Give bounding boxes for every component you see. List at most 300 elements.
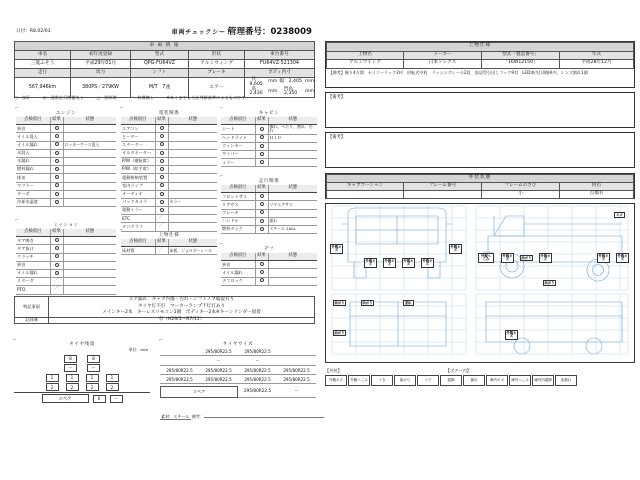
tire-material-label: 素材：スチール	[161, 414, 190, 419]
check-row	[221, 134, 317, 142]
tire-cell: 2	[66, 383, 79, 391]
check-item-name: 水混入	[16, 149, 50, 157]
check-state	[63, 286, 116, 294]
col-power: 馬力	[71, 69, 131, 78]
check-row	[221, 209, 317, 217]
col-state: 状態	[268, 185, 317, 193]
check-result	[50, 261, 63, 269]
check-row	[16, 166, 116, 174]
result-circle-icon	[160, 126, 164, 130]
check-item-name: ブレーキ	[221, 209, 255, 217]
check-result	[50, 149, 63, 157]
col-body-name: 上物名	[327, 51, 404, 60]
result-slash-icon: ／	[158, 214, 164, 221]
tire-size-cell: 295/80R22.5	[238, 375, 277, 384]
col-result: 結果	[255, 117, 268, 125]
section-marker-icon: ⌐	[13, 337, 17, 342]
vehicle-info-table	[14, 41, 315, 98]
section-mission-title: ミッション	[53, 223, 79, 228]
check-result	[255, 209, 268, 217]
check-result	[255, 142, 268, 150]
check-result	[50, 182, 63, 190]
special-note-line-0: エア漏れ キャブ内傷・汚れ・シフトノブ亀裂有り	[128, 297, 235, 302]
check-result	[155, 190, 168, 198]
check-result	[50, 125, 63, 133]
check-state	[168, 141, 217, 149]
result-circle-icon	[260, 227, 264, 231]
tire-row-spare	[14, 394, 150, 403]
body-spec-check-table	[121, 239, 217, 256]
tire-size-cell	[160, 347, 199, 356]
check-state	[63, 237, 116, 245]
cabin-check-table	[221, 117, 317, 168]
check-result	[255, 217, 268, 225]
annotation-exterior-scratch: 外観キズ	[422, 258, 433, 266]
col-body-year: 年式	[560, 51, 634, 60]
check-result	[155, 149, 168, 157]
legend-cell: マで	[417, 375, 439, 386]
col-frame-rust: フレームのさび	[482, 183, 560, 191]
check-state	[63, 157, 116, 165]
check-item-name: 室内ランプ	[121, 182, 155, 190]
remark-box-1	[325, 92, 635, 128]
result-circle-icon	[260, 135, 264, 139]
exterior-value-row	[327, 191, 634, 199]
check-item-name: 燃料タンク	[221, 225, 255, 233]
tire-size-cell: 295/80R22.5	[238, 366, 277, 375]
value-cab-caution	[327, 191, 404, 199]
tire-size-title: タイヤサイズ	[222, 342, 254, 347]
sheet-header	[0, 26, 640, 42]
result-circle-icon	[260, 127, 264, 131]
annotation-exterior-scratch: 外観キズ	[403, 258, 414, 266]
body-spec-value-row	[327, 60, 634, 69]
result-circle-icon	[55, 175, 59, 179]
section-marker-icon: ⌐	[220, 240, 224, 246]
col-body-model: 型式「製造番号」	[482, 51, 560, 60]
tire-residual-title: タイヤ残量	[69, 342, 95, 347]
body-spec-header-row	[327, 51, 634, 60]
body-spec-remark-row	[327, 68, 634, 77]
result-circle-icon	[160, 208, 164, 212]
check-row	[16, 182, 116, 190]
col-check-item: 点検項目	[16, 229, 50, 237]
legend-cell: 外観 キズ	[325, 375, 347, 386]
result-circle-icon	[260, 210, 264, 214]
check-item-name: ギア抜け	[16, 245, 50, 253]
check-item-name: 床材質	[121, 247, 155, 255]
value-body-year: 平成28年12月	[560, 60, 634, 69]
check-item-name: ギア鳴き	[16, 237, 50, 245]
check-state	[63, 166, 116, 174]
dim-gate-height-unit: mm	[305, 89, 314, 95]
check-state	[63, 133, 116, 141]
check-item-name: 電動格納装置	[121, 174, 155, 182]
check-state	[168, 149, 217, 157]
special-notes-label: 特記事項	[15, 297, 49, 318]
check-row	[16, 253, 116, 261]
col-check-item: 点検項目	[16, 117, 50, 125]
tire-residual-unit: 単位：mm	[128, 347, 148, 352]
section-marker-icon: ⌐	[15, 216, 19, 222]
vehicle-info-band: 車 両 情 報	[15, 42, 315, 51]
result-slash-icon: ／	[53, 285, 59, 292]
vehicle-info-header-row-2	[15, 69, 315, 78]
check-result	[155, 198, 168, 206]
tire-spare-label: スペア	[42, 394, 89, 403]
value-right: 点傷有	[560, 191, 634, 199]
tire-remark-label: 備考：	[191, 414, 205, 419]
annotation-exterior-scratch: 外観キズ	[598, 253, 609, 261]
check-result	[50, 286, 63, 294]
tire-cell: 2	[46, 383, 59, 391]
check-item-name: 異音	[221, 261, 255, 269]
legend-cell: 割れ	[463, 375, 485, 386]
section-running	[220, 172, 317, 234]
check-item-name: 冷却水温度	[16, 198, 50, 206]
tire-cell: 2	[106, 383, 119, 391]
check-state: カラー	[168, 198, 217, 206]
section-diff	[220, 240, 317, 286]
check-row	[121, 166, 217, 174]
check-result	[155, 166, 168, 174]
section-cabin	[220, 104, 317, 167]
check-item-name: 電動ミラー	[121, 207, 155, 215]
annotation-exterior-dent: 外観へこみ	[478, 253, 494, 263]
record-book-row	[15, 317, 315, 323]
check-state	[63, 253, 116, 261]
check-row	[121, 190, 217, 198]
check-item-name: PTO	[16, 286, 50, 294]
check-item-name: ETC	[121, 215, 155, 223]
check-result	[155, 223, 168, 231]
check-result	[155, 174, 168, 182]
annotation-exterior-scratch: 外観キズ	[384, 258, 395, 266]
check-header-row	[16, 117, 116, 125]
annotation-scratch: キズ	[614, 212, 625, 218]
result-circle-icon	[55, 134, 59, 138]
tire-spare-cell: 0	[93, 395, 106, 403]
check-state	[63, 245, 116, 253]
check-item-name: 燃料漏れ	[16, 166, 50, 174]
check-state: ＨＩＤ	[268, 134, 317, 142]
vehicle-diagram-upper	[325, 203, 635, 363]
check-row	[16, 278, 116, 286]
tire-row-second	[14, 364, 150, 372]
record-book-label: 記録簿	[15, 317, 49, 323]
result-circle-icon	[260, 219, 264, 223]
legend-cells	[325, 375, 635, 386]
tire-spare-cell: ー	[110, 395, 123, 403]
check-row	[16, 133, 116, 141]
check-state	[63, 269, 116, 277]
exterior-band: 外装状態	[327, 175, 634, 183]
check-item-name: 異音	[16, 261, 50, 269]
check-result	[50, 245, 63, 253]
check-row	[121, 215, 217, 223]
col-check-item: 点検項目	[121, 117, 155, 125]
check-result	[50, 174, 63, 182]
check-state	[168, 207, 217, 215]
tire-remark-blank	[204, 417, 324, 418]
check-item-name: リアサス	[221, 201, 255, 209]
tire-material-note	[160, 414, 324, 420]
result-slash-icon: ／	[53, 277, 59, 284]
check-row	[221, 269, 317, 277]
check-row	[221, 193, 317, 201]
col-body-dim: ボディ内寸	[245, 69, 315, 78]
section-running-title: 走行関係	[258, 179, 280, 184]
check-result	[255, 134, 268, 142]
result-circle-icon	[160, 167, 164, 171]
section-electrical	[120, 104, 217, 232]
check-item-name: エアコン	[121, 125, 155, 133]
col-first-reg: 初年度登録	[71, 51, 131, 60]
col-maker: メーカー	[404, 51, 482, 60]
legend-cell: 腐蝕	[440, 375, 462, 386]
check-state	[168, 182, 217, 190]
annotation-exterior-scratch: 外観キズ	[617, 253, 628, 261]
col-right: 何右	[560, 183, 634, 191]
dim-height-unit: mm	[268, 89, 278, 95]
remark-box-2-label: 【備考】	[328, 135, 346, 140]
check-header-row	[221, 185, 317, 193]
check-state	[63, 174, 116, 182]
check-state	[168, 157, 217, 165]
annotation-exterior-scratch: 外観キズ	[450, 244, 461, 252]
col-model: 型式	[131, 51, 189, 60]
check-result	[155, 141, 168, 149]
section-electrical-title: 電装関係	[158, 111, 180, 116]
section-marker-icon: ⌐	[15, 104, 19, 110]
tire-size-cell: ー	[199, 356, 238, 366]
check-item-name: ヘッドライト	[221, 134, 255, 142]
result-circle-icon	[260, 160, 264, 164]
check-row	[221, 159, 317, 167]
check-item-name: P/W（運転席）	[121, 157, 155, 165]
body-spec-table	[325, 41, 635, 88]
check-row	[121, 157, 217, 165]
result-circle-icon	[55, 263, 59, 267]
check-item-name: オーディオ	[121, 190, 155, 198]
result-circle-icon	[55, 151, 59, 155]
check-row	[121, 207, 217, 215]
check-row	[16, 245, 116, 253]
check-row	[221, 217, 317, 225]
check-item-name: ターボ	[16, 190, 50, 198]
check-row	[16, 149, 116, 157]
legend-item-4: ※あくまでも当社判断基準によるものです	[166, 95, 246, 100]
check-state: 床板、ジョロダーレール	[168, 247, 217, 255]
col-state: 状態	[168, 239, 217, 247]
section-marker-icon: ⌐	[120, 226, 124, 232]
diff-check-table	[221, 253, 317, 286]
check-row	[221, 142, 317, 150]
mission-check-table	[16, 229, 116, 295]
legend-body-label: 【ボデー内】	[445, 368, 471, 373]
check-item-name: P/W（助手席）	[121, 166, 155, 174]
annotation-exterior-scratch: 外観キズ	[365, 258, 376, 266]
col-name: 車名	[15, 51, 71, 60]
special-note-line-2: メインキー2本 キーレスリモコン1個 ボディキー2本※キーシリンダー固着	[102, 310, 261, 316]
tire-size-cell	[277, 347, 316, 356]
check-row	[221, 261, 317, 269]
annotation-crack: 割れ	[403, 300, 414, 306]
tire-size-cell: 295/80R22.5	[160, 366, 199, 375]
legend-item-0: ○：良好	[14, 95, 31, 100]
col-state: 状態	[268, 117, 317, 125]
tire-cell: ー	[87, 364, 100, 372]
check-row	[16, 190, 116, 198]
tire-cell: 2	[86, 383, 99, 391]
check-result	[50, 269, 63, 277]
check-row	[16, 174, 116, 182]
check-result	[255, 159, 268, 167]
tire-size-cell: 295/80R22.5	[277, 366, 316, 375]
value-name: 三菱ふそう	[15, 60, 71, 69]
check-state	[63, 149, 116, 157]
value-mileage: 567,946km	[15, 78, 71, 98]
check-state: 振れ	[268, 217, 317, 225]
value-power: 380PS／279KW	[71, 78, 131, 98]
result-circle-icon	[55, 159, 59, 163]
result-circle-icon	[55, 183, 59, 187]
annotation-bend: 曲がり	[362, 300, 373, 305]
check-state	[63, 278, 116, 286]
management-number: 管理番号：0238009	[228, 27, 312, 37]
check-item-name: オルタネーター	[121, 149, 155, 157]
check-row	[121, 133, 217, 141]
value-brake: エアー	[189, 78, 245, 98]
tire-size-cell: 295/80R22.5	[160, 375, 199, 384]
check-state: スチール 200L	[268, 225, 317, 233]
result-circle-icon	[260, 144, 264, 148]
page-title: 車両チェックシート	[171, 29, 233, 36]
check-state	[268, 209, 317, 217]
annotation-bend: 曲がり	[334, 330, 345, 335]
check-result	[255, 225, 268, 233]
value-shift: M/T 7速	[131, 78, 189, 98]
section-body-spec-title: 上物仕様	[158, 233, 180, 238]
col-cab-caution: キャブコーション	[327, 183, 404, 191]
check-item-name: スターター	[121, 141, 155, 149]
section-marker-icon: ⌐	[159, 337, 163, 342]
check-state	[268, 142, 317, 150]
check-result	[155, 133, 168, 141]
body-spec-remark: 【備考】掘り4方開 セイコーラック2村 回転式中柱 ラッシングレール2段 鳥居型引出しフック9対 LED車内灯4個※内、レンズ割れ1個	[328, 69, 588, 75]
col-shape: 形状	[189, 51, 245, 60]
tire-cell: 1	[46, 374, 59, 382]
check-item-name: デフロック	[221, 277, 255, 285]
value-frame-number	[404, 191, 482, 199]
tire-row-front	[14, 355, 150, 363]
check-state	[63, 190, 116, 198]
exterior-header-row	[327, 183, 634, 191]
check-header-row	[221, 253, 317, 261]
check-result	[50, 141, 63, 149]
annotation-exterior-scratch: 外観キズ	[331, 244, 342, 252]
check-row	[221, 277, 317, 285]
result-slash-icon: ／	[158, 222, 164, 229]
legend-cell: 庫内 へこみ	[509, 375, 531, 386]
check-row	[121, 149, 217, 157]
tire-size-grid	[160, 347, 316, 384]
col-result: 結果	[50, 117, 63, 125]
check-item-name: ワイパー	[221, 151, 255, 159]
tire-size-cell: 295/80R22.5	[238, 347, 277, 356]
col-check-item: 点検項目	[221, 117, 255, 125]
dim-gate-height: 門高：2,350	[283, 86, 298, 97]
section-cabin-title: キャビン	[258, 111, 280, 116]
check-item-name: 異音	[16, 125, 50, 133]
tire-size-spare-value: ー	[277, 386, 316, 398]
section-marker-icon: ⌐	[220, 172, 224, 178]
check-header-row	[121, 117, 217, 125]
col-result: 結果	[155, 117, 168, 125]
check-state: 擦れ、へたり、割れ、汚れ	[268, 125, 317, 134]
dim-width: 幅：2,405	[279, 79, 302, 85]
result-circle-icon	[160, 183, 164, 187]
special-note-line-1: タイヤ灯不灯 マーカーランプ不灯灯あり	[137, 303, 226, 309]
tire-size-block	[159, 337, 316, 398]
result-circle-icon	[260, 202, 264, 206]
dim-length: 長：9,605	[249, 77, 263, 87]
check-result	[50, 278, 63, 286]
section-mission	[15, 216, 116, 295]
tire-cell: 8	[64, 355, 77, 363]
vehicle-info-value-row-1	[15, 60, 315, 69]
check-header-row	[16, 229, 116, 237]
result-circle-icon	[160, 142, 164, 146]
section-engine-title: エンジン	[55, 111, 77, 116]
check-state	[268, 261, 317, 269]
annotation-exterior-scratch: 外観キズ	[502, 253, 513, 261]
special-notes-value	[49, 297, 315, 318]
result-circle-icon	[160, 200, 164, 204]
result-circle-icon	[55, 271, 59, 275]
check-row	[221, 225, 317, 233]
check-state	[168, 215, 217, 223]
check-item-name: オイル混入	[16, 133, 50, 141]
electrical-check-table	[121, 117, 217, 232]
check-row	[221, 151, 317, 159]
col-result: 結果	[50, 229, 63, 237]
check-state	[168, 125, 217, 133]
tire-cell: 8	[87, 355, 100, 363]
check-result	[155, 157, 168, 165]
tire-row-fourth	[14, 383, 150, 391]
check-row	[121, 125, 217, 133]
check-result	[50, 253, 63, 261]
result-slash-icon: ／	[158, 246, 164, 253]
check-row	[121, 182, 217, 190]
check-state	[268, 193, 317, 201]
tire-size-cell: 295/80R22.5	[277, 375, 316, 384]
check-state	[63, 261, 116, 269]
check-item-name: マフラー	[16, 182, 50, 190]
tire-size-cell: 295/80R22.5	[199, 366, 238, 375]
result-circle-icon	[55, 192, 59, 196]
dim-height: 高：2,430	[249, 86, 263, 97]
value-shape: アルミウィング	[189, 60, 245, 69]
result-circle-icon	[260, 270, 264, 274]
annotation-bend: 曲がり	[544, 280, 555, 285]
check-row	[121, 223, 217, 231]
check-state	[268, 151, 317, 159]
result-circle-icon	[55, 254, 59, 258]
check-row	[16, 286, 116, 294]
result-circle-icon	[160, 175, 164, 179]
